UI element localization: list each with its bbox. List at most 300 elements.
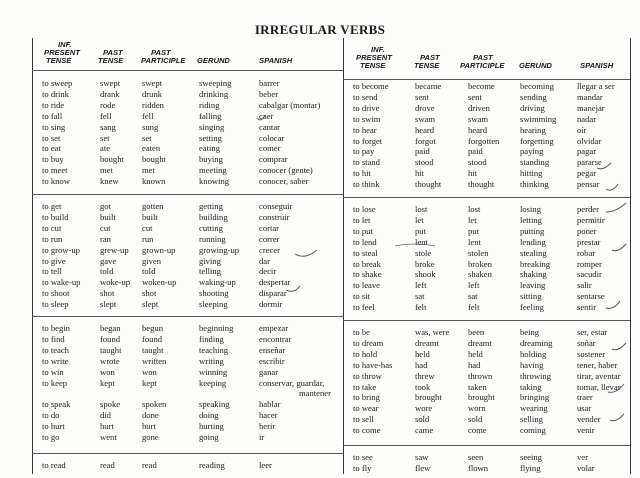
gerund-cell: setting [199,132,222,143]
gerund-cell: becoming [520,81,554,91]
infinitive-cell: to fall [42,110,63,121]
past-participle-cell: put [468,225,479,236]
verb-row [353,327,626,337]
past-tense-cell: dreamt [415,337,439,348]
past-participle-cell: eaten [142,143,161,154]
past-tense-cell: found [100,333,121,344]
past-tense-cell: swept [100,78,121,88]
spanish-cell: sostener [577,348,606,359]
spanish-cell: hacer [259,410,278,421]
center-divider-line [343,38,344,474]
past-tense-cell: won [100,366,115,377]
verb-row [353,168,626,178]
verb-row [42,165,339,175]
infinitive-cell: to hear [353,124,377,135]
spanish-cell: cabalgar (montar) [259,99,321,110]
verb-row [353,204,626,214]
past-participle-cell: stolen [468,247,489,258]
spanish-cell: manejar [577,102,605,113]
spanish-cell: olvidar [577,135,602,146]
group-divider-line [343,320,630,321]
past-tense-cell: began [100,323,121,333]
infinitive-cell: to have-has [353,359,393,370]
verb-row [353,103,626,113]
past-tense-cell: felt [415,302,427,313]
past-participle-cell: run [142,233,154,244]
header-present: PRESENT [44,48,80,57]
infinitive-cell: to drive [353,102,380,113]
verb-row [42,323,339,333]
infinitive-cell: to do [42,410,60,421]
spanish-cell: dormir [259,299,283,310]
infinitive-cell: to speak [42,399,71,410]
spanish-cell: comer [259,143,281,154]
gerund-cell: cutting [199,222,223,233]
gerund-cell: paying [520,146,544,157]
infinitive-cell: to lend [353,236,377,247]
verb-row [353,215,626,225]
gerund-cell: letting [520,214,542,225]
infinitive-cell: to begin [42,323,70,333]
past-participle-cell: stood [468,157,487,168]
spanish-cell: pensar [577,179,600,190]
gerund-cell: going [199,432,219,442]
past-tense-cell: did [100,410,111,421]
past-participle-cell: cut [142,222,153,233]
spanish-cell: poner [577,225,597,236]
gerund-cell: shooting [199,288,229,299]
verb-row [353,371,626,381]
past-participle-cell: spoken [142,399,167,410]
gerund-cell: breaking [520,258,551,269]
gerund-cell: hearing [520,124,546,135]
infinitive-cell: to eat [42,143,61,154]
spanish-cell: crecer [259,244,280,255]
verb-row [353,302,626,312]
verb-row [353,125,626,135]
header-inf: INF. [58,40,72,49]
spanish-cell: nadar [577,113,597,124]
past-participle-cell: fell [142,110,154,121]
past-tense-cell: slept [100,299,117,310]
past-tense-cell: sat [415,291,425,302]
spanish-cell: perder [577,204,599,214]
header-inf: INF. [371,45,385,54]
verb-row [42,133,339,143]
verb-row [42,367,339,377]
past-participle-cell: found [142,333,163,344]
gerund-cell: reading [199,460,225,470]
gerund-cell: building [199,211,228,222]
verb-row [42,212,339,222]
gerund-cell: growing-up [199,244,240,255]
past-participle-cell: drunk [142,88,163,99]
gerund-cell: sweeping [199,78,232,88]
gerund-cell: buying [199,154,223,165]
gerund-cell: beginning [199,323,234,333]
infinitive-cell: to keep [42,377,68,388]
past-participle-cell: thrown [468,370,493,381]
verb-row [42,299,339,309]
past-participle-cell: shaken [468,269,492,280]
infinitive-cell: to sit [353,291,370,302]
infinitive-cell: to stand [353,157,380,168]
spanish-cell: enseñar [259,344,286,355]
header-spanish: SPANISH [259,56,293,65]
past-participle-cell: paid [468,146,483,157]
verb-row [42,154,339,164]
past-participle-cell: held [468,348,483,359]
spanish-cell: venir [577,425,595,436]
verb-row [353,349,626,359]
past-participle-cell: taught [142,344,164,355]
spanish-cell: colocar [259,132,285,143]
verb-row [353,248,626,258]
header-present: PRESENT [356,53,392,62]
group-divider-line [32,194,343,195]
spanish-cell: pagar [577,146,597,157]
infinitive-cell: to break [353,258,381,269]
infinitive-cell: to win [42,366,64,377]
past-tense-cell: wrote [100,355,120,366]
verb-row [42,122,339,132]
past-tense-cell: had [415,359,428,370]
past-tense-cell: forgot [415,135,436,146]
past-participle-cell: built [142,211,158,222]
gerund-cell: coming [520,425,546,436]
infinitive-cell: to take [353,381,377,392]
past-participle-cell: seen [468,452,484,462]
past-tense-cell: kept [100,377,115,388]
spanish-cell: tirar, aventar [577,370,621,381]
past-participle-cell: done [142,410,159,421]
spanish-cell: robar [577,247,596,258]
infinitive-cell: to lose [353,204,376,214]
gerund-cell: teaching [199,344,229,355]
past-participle-cell: written [142,355,167,366]
infinitive-cell: to swim [353,113,381,124]
infinitive-cell: to drink [42,88,69,99]
verb-row [353,360,626,370]
gerund-cell: leaving [520,280,546,291]
past-participle-cell: hit [468,168,478,179]
past-participle-cell: sent [468,91,482,102]
past-participle-cell: flown [468,462,489,473]
past-tense-cell: set [100,132,110,143]
spanish-cell: mantener [299,388,331,399]
past-participle-cell: worn [468,403,486,414]
past-tense-cell: told [100,266,114,277]
past-participle-cell: grown-up [142,244,176,255]
spanish-cell: correr [259,233,280,244]
verb-row [353,179,626,189]
spanish-cell: construir [259,211,290,222]
gerund-cell: riding [199,99,220,110]
spanish-cell: beber [259,88,279,99]
header-past: PAST [103,48,123,57]
verb-row [42,111,339,121]
spanish-cell: salir [577,280,592,291]
infinitive-cell: to put [353,225,373,236]
infinitive-cell: to become [353,81,389,91]
infinitive-cell: to sing [42,121,66,132]
spanish-cell: conseguir [259,201,293,211]
past-participle-cell: hurt [142,421,156,432]
infinitive-cell: to hold [353,348,378,359]
past-tense-cell: ate [100,143,111,154]
infinitive-cell: to see [353,452,373,462]
past-tense-cell: held [415,348,430,359]
verb-row [353,81,626,91]
past-participle-cell: met [142,165,155,176]
past-participle-cell: broken [468,258,492,269]
verb-row [353,259,626,269]
past-tense-cell: broke [415,258,435,269]
infinitive-cell: to run [42,233,63,244]
spanish-cell: cortar [259,222,280,233]
gerund-cell: sleeping [199,299,228,310]
past-tense-cell: cut [100,222,111,233]
past-participle-cell: given [142,255,162,266]
past-tense-cell: spoke [100,399,121,410]
spanish-cell: herir [259,421,276,432]
spanish-cell: ganar [259,366,279,377]
header-past-tense: TENSE [98,56,124,65]
past-tense-cell: knew [100,176,119,187]
verb-row [353,382,626,392]
gerund-cell: seeing [520,452,542,462]
verb-row [42,421,339,431]
gerund-cell: hurting [199,421,224,432]
past-tense-cell: drank [100,88,120,99]
spanish-cell: volar [577,462,595,473]
gerund-cell: stealing [520,247,547,258]
header-tense: TENSE [46,56,72,65]
spanish-cell: vender [577,414,601,425]
past-tense-cell: lent [415,236,428,247]
verb-row [42,345,339,355]
verb-row [353,146,626,156]
gerund-cell: drinking [199,88,229,99]
past-tense-cell: taught [100,344,122,355]
verb-row [42,245,339,255]
past-tense-cell: became [415,81,442,91]
verb-row [42,356,339,366]
past-tense-cell: brought [415,392,442,403]
past-participle-cell: driven [468,102,490,113]
spanish-cell: conservar, guardar, [259,377,325,388]
past-tense-cell: stole [415,247,432,258]
spanish-cell: leer [259,460,272,470]
infinitive-cell: to shake [353,269,382,280]
spanish-cell: tener, haber [577,359,618,370]
infinitive-cell: to buy [42,154,64,165]
infinitive-cell: to ride [42,99,65,110]
past-participle-cell: set [142,132,152,143]
past-participle-cell: slept [142,299,159,310]
spanish-cell: mandar [577,91,603,102]
gerund-cell: sitting [520,291,542,302]
past-tense-cell: went [100,432,117,442]
spanish-cell: hablar [259,399,281,410]
gerund-cell: knowing [199,176,230,187]
gerund-cell: thinking [520,179,549,190]
past-participle-cell: come [468,425,487,436]
gerund-cell: putting [520,225,545,236]
header-tense: TENSE [360,61,386,70]
gerund-cell: keeping [199,377,227,388]
infinitive-cell: to hurt [42,421,65,432]
gerund-cell: bringing [520,392,550,403]
verb-row [353,392,626,402]
past-tense-cell: rode [100,99,116,110]
verb-row [353,425,626,435]
gerund-cell: forgetting [520,135,554,146]
infinitive-cell: to send [353,91,378,102]
verb-row [42,78,339,88]
past-tense-cell: hurt [100,421,114,432]
infinitive-cell: to fly [353,462,372,473]
past-participle-cell: had [468,359,481,370]
past-tense-cell: sent [415,91,429,102]
past-participle-cell: sold [468,414,483,425]
infinitive-cell: to pay [353,146,375,157]
infinitive-cell: to tell [42,266,62,277]
verb-row [42,399,339,409]
past-participle-cell: read [142,460,157,470]
infinitive-cell: to go [42,432,60,442]
spanish-cell: usar [577,403,592,414]
group-divider-line [32,316,343,317]
spanish-cell: caer [259,110,274,121]
gerund-cell: telling [199,266,221,277]
verb-row [353,403,626,413]
past-participle-cell: thought [468,179,495,190]
infinitive-cell: to wake-up [42,277,81,288]
past-participle-cell: told [142,266,156,277]
infinitive-cell: to shoot [42,288,70,299]
spanish-cell: escribir [259,355,285,366]
infinitive-cell: to set [42,132,61,143]
infinitive-cell: to dream [353,337,384,348]
verb-row [42,89,339,99]
verb-row [353,92,626,102]
verb-row [353,114,626,124]
past-participle-cell: kept [142,377,157,388]
verb-row [42,100,339,110]
past-tense-cell: read [100,460,115,470]
past-tense-cell: gave [100,255,117,266]
header-past: PAST [420,53,440,62]
left-header-rule [32,70,343,71]
verb-row [353,226,626,236]
gerund-cell: singing [199,121,225,132]
past-participle-cell: ridden [142,99,164,110]
verb-row [42,256,339,266]
spanish-cell: traer [577,392,593,403]
past-tense-cell: shot [100,288,115,299]
spanish-cell: comprar [259,154,288,165]
infinitive-cell: to forget [353,135,383,146]
verb-row [353,136,626,146]
past-tense-cell: paid [415,146,430,157]
infinitive-cell: to throw [353,370,382,381]
infinitive-cell: to leave [353,280,380,291]
infinitive-cell: to come [353,425,381,436]
past-participle-cell: become [468,81,495,91]
verb-row [42,432,339,442]
header-gerund: GERUND [519,61,552,70]
verb-row [42,234,339,244]
header-participle-past: PAST [473,53,493,62]
past-tense-cell: put [415,225,426,236]
verb-row [353,157,626,167]
header-participle-past: PAST [151,48,171,57]
gerund-cell: swimming [520,113,557,124]
past-participle-cell: sat [468,291,478,302]
infinitive-cell: to grow-up [42,244,80,255]
right-margin-line [630,38,631,474]
page-title: IRREGULAR VERBS [254,22,386,37]
past-tense-cell: took [415,381,431,392]
gerund-cell: sending [520,91,547,102]
spanish-cell: dar [259,255,270,266]
spanish-cell: encontrar [259,333,292,344]
spanish-cell: romper [577,258,602,269]
past-tense-cell: heard [415,124,435,135]
past-participle-cell: forgotten [468,135,500,146]
infinitive-cell: to hit [353,168,371,179]
past-participle-cell: lost [468,204,481,214]
spanish-cell: pararse [577,157,602,168]
past-tense-cell: lost [415,204,428,214]
spanish-cell: ir [259,432,265,442]
spanish-cell: permitir [577,214,605,225]
infinitive-cell: to feel [353,302,375,313]
spanish-cell: pegar [577,168,597,179]
verb-row [353,414,626,424]
infinitive-cell: to sell [353,414,374,425]
spanish-cell: disparar [259,288,287,299]
infinitive-cell: to get [42,201,62,211]
group-divider-line [32,453,343,454]
spanish-cell: tomar, llevar [577,381,621,392]
spanish-cell: ver [577,452,588,462]
spanish-cell: prestar [577,236,601,247]
verb-row [353,338,626,348]
past-tense-cell: was, were [415,327,450,337]
verb-row [42,176,339,186]
gerund-cell: finding [199,333,224,344]
infinitive-cell: to wear [353,403,379,414]
verb-row [42,143,339,153]
header-past-tense: TENSE [414,61,440,70]
past-tense-cell: threw [415,370,435,381]
spanish-cell: cantar [259,121,280,132]
header-participle: PARTICIPLE [460,61,505,70]
past-participle-cell: shot [142,288,157,299]
past-tense-cell: drove [415,102,435,113]
spanish-cell: empezar [259,323,289,333]
past-participle-cell: bought [142,154,166,165]
past-participle-cell: brought [468,392,495,403]
spanish-cell: barrer [259,78,280,88]
group-divider-line [343,197,630,198]
infinitive-cell: to write [42,355,69,366]
gerund-cell: waking-up [199,277,236,288]
gerund-cell: falling [199,110,222,121]
past-participle-cell: woken-up [142,277,177,288]
